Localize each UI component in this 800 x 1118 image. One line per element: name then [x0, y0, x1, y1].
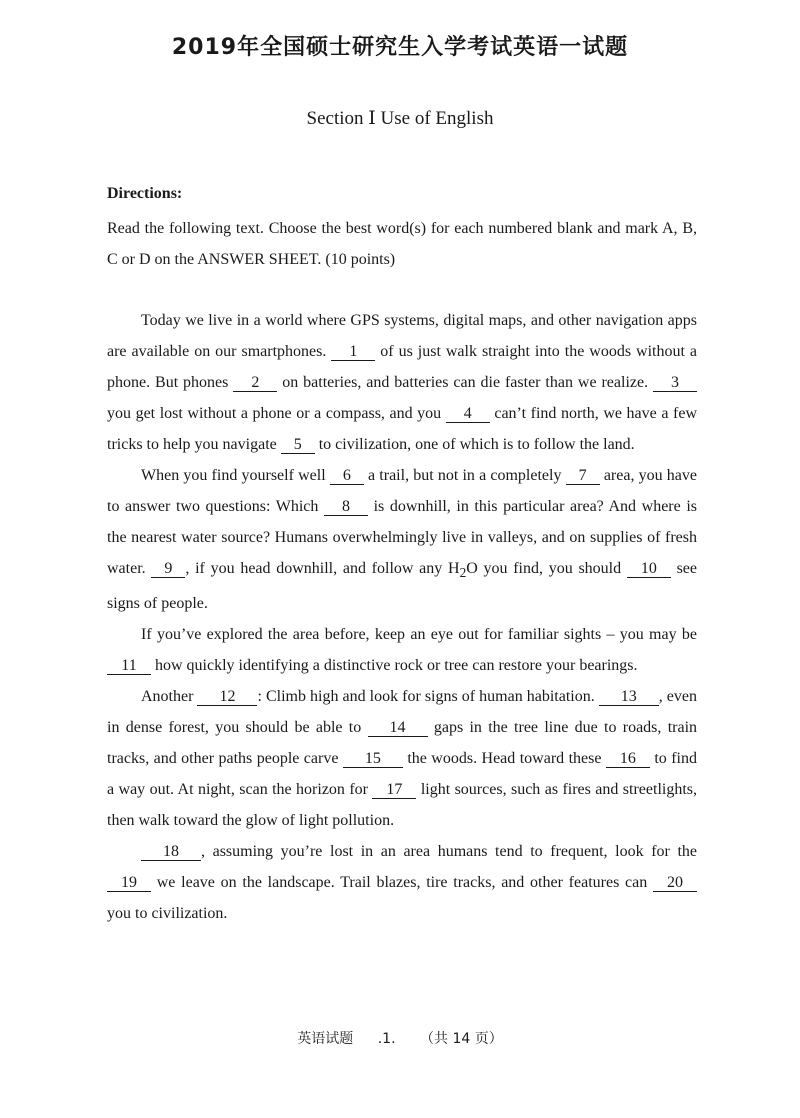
exam-title: 2019年全国硕士研究生入学考试英语一试题	[171, 35, 629, 60]
text-segment: you get lost without a phone or a compass, and you	[107, 405, 446, 422]
text-segment: area, you have to answer two questions: Which	[107, 467, 698, 515]
directions-text: Read the following text. Choose the best word(s) for each numbered blank and mark A, B, C or D on the ANSWER SHEET. (10 points)	[107, 220, 697, 268]
text-segment: can’t find north, we have a few tricks to help you navigate	[107, 405, 697, 453]
section-title: Section Ⅰ Use of English	[306, 108, 494, 129]
passage	[107, 305, 697, 929]
text-segment: O you find, you should	[466, 560, 627, 577]
blank-14: 14	[368, 719, 428, 737]
blank-7: 7	[566, 467, 600, 485]
blank-9: 9	[151, 560, 185, 578]
blank-17: 17	[372, 781, 416, 799]
paragraph-2	[107, 460, 697, 619]
blank-11: 11	[107, 657, 151, 675]
blank-15: 15	[343, 750, 403, 768]
text-segment: the woods. Head toward these	[402, 750, 606, 768]
text-segment: gaps in the tree line due to roads, train tracks, and other paths people carve	[107, 719, 698, 768]
footer-page-number: .1.	[377, 1031, 396, 1047]
page-footer	[0, 1028, 800, 1048]
blank-1: 1	[331, 343, 375, 361]
text-segment: , even in dense forest, you should be able to	[107, 688, 698, 737]
text-segment: , if you head downhill, and follow any H	[185, 560, 460, 577]
blank-13: 13	[599, 688, 659, 706]
directions-heading: Directions:	[107, 185, 183, 202]
blank-18: 18	[141, 843, 201, 861]
blank-6: 6	[330, 467, 364, 485]
text-segment: see signs of people.	[107, 560, 697, 613]
text-segment: a trail, but not in a completely	[363, 467, 566, 484]
text-segment: is downhill, in this particular area? And where is the nearest water source? Humans overwhelmingly live in valleys, and on supplies of fresh water.	[107, 498, 697, 577]
blank-3: 3	[653, 374, 697, 392]
subscript-2: 2	[459, 565, 467, 581]
text-segment: to find a way out. At night, scan the horizon for	[107, 750, 698, 799]
text-segment: , assuming you’re lost in an area humans tend to frequent, look for the	[201, 843, 697, 861]
footer-page-total: （共 14 页）	[420, 1031, 503, 1047]
blank-5: 5	[281, 436, 315, 454]
paragraph-1	[107, 305, 697, 460]
blank-16: 16	[606, 750, 650, 768]
text-segment: to civilization, one of which is to follow the land.	[314, 436, 635, 453]
text-segment: : Climb high and look for signs of human habitation.	[257, 688, 599, 706]
paragraph-3	[107, 619, 697, 681]
text-segment: light sources, such as fires and streetlights, then walk toward the glow of light pollution.	[107, 781, 698, 830]
blank-10: 10	[627, 560, 671, 578]
text-segment: If you’ve explored the area before, keep an eye out for familiar sights – you may be	[141, 626, 697, 644]
text-segment: Another	[141, 688, 198, 706]
blank-8: 8	[324, 498, 368, 516]
text-segment: on batteries, and batteries can die faster than we realize.	[277, 374, 654, 391]
text-segment: how quickly identifying a distinctive rock or tree can restore your bearings.	[151, 657, 638, 675]
paragraph-4	[107, 681, 697, 836]
text-segment: Today we live in a world where GPS systems, digital maps, and other navigation apps are available on our smartphones.	[107, 312, 697, 360]
blank-4: 4	[446, 405, 490, 423]
blank-12: 12	[197, 688, 257, 706]
text-segment: of us just walk straight into the woods without a phone. But phones	[107, 343, 697, 391]
blank-2: 2	[233, 374, 277, 392]
text-segment: we leave on the landscape. Trail blazes, tire tracks, and other features can	[151, 874, 653, 892]
text-segment: When you find yourself well	[141, 467, 330, 484]
blank-20: 20	[653, 874, 697, 892]
paragraph-5	[107, 836, 697, 929]
blank-19: 19	[107, 874, 151, 892]
text-segment: you to civilization.	[107, 905, 228, 923]
footer-subject: 英语试题	[297, 1031, 354, 1047]
